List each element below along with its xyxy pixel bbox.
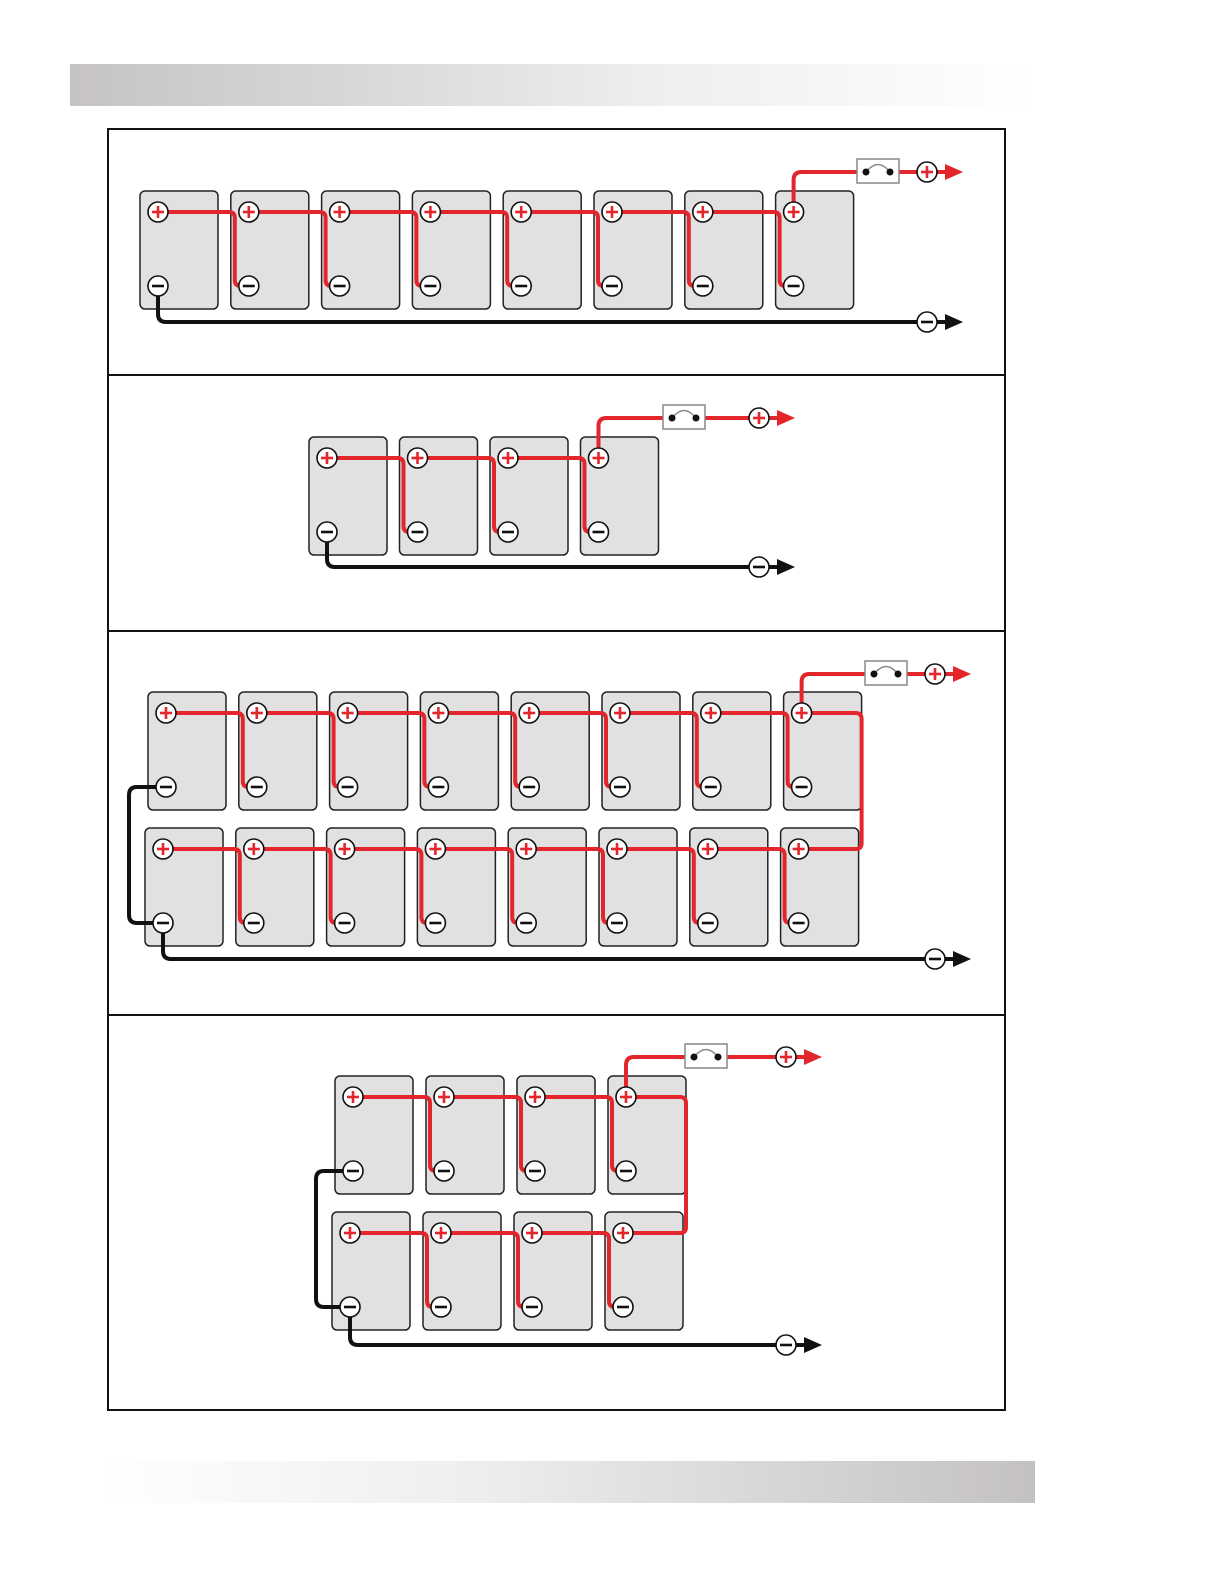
plus-terminal-icon xyxy=(428,703,448,723)
plus-terminal-icon xyxy=(607,839,627,859)
plus-terminal-icon xyxy=(701,703,721,723)
fuse-icon xyxy=(663,405,705,429)
arrow-right-icon xyxy=(777,559,795,575)
arrow-right-icon xyxy=(945,164,963,180)
minus-terminal-icon xyxy=(428,777,448,797)
plus-terminal-icon xyxy=(776,1047,796,1067)
minus-terminal-icon xyxy=(244,913,264,933)
minus-terminal-icon xyxy=(616,1161,636,1181)
minus-terminal-icon xyxy=(239,276,259,296)
minus-terminal-icon xyxy=(338,777,358,797)
minus-terminal-icon xyxy=(698,913,718,933)
minus-terminal-icon xyxy=(784,276,804,296)
minus-terminal-icon xyxy=(789,913,809,933)
minus-terminal-icon xyxy=(613,1297,633,1317)
minus-terminal-icon xyxy=(516,913,536,933)
plus-terminal-icon xyxy=(340,1223,360,1243)
minus-terminal-icon xyxy=(792,777,812,797)
minus-terminal-icon xyxy=(693,276,713,296)
minus-terminal-icon xyxy=(519,777,539,797)
plus-terminal-icon xyxy=(789,839,809,859)
minus-terminal-icon xyxy=(153,913,173,933)
minus-terminal-icon xyxy=(498,522,518,542)
minus-terminal-icon xyxy=(420,276,440,296)
plus-terminal-icon xyxy=(239,202,259,222)
plus-terminal-icon xyxy=(613,1223,633,1243)
plus-terminal-icon xyxy=(698,839,718,859)
plus-terminal-icon xyxy=(616,1087,636,1107)
arrow-right-icon xyxy=(945,314,963,330)
minus-terminal-icon xyxy=(701,777,721,797)
minus-terminal-icon xyxy=(335,913,355,933)
plus-terminal-icon xyxy=(589,448,609,468)
plus-terminal-icon xyxy=(917,162,937,182)
minus-terminal-icon xyxy=(425,913,445,933)
plus-terminal-icon xyxy=(425,839,445,859)
minus-terminal-icon xyxy=(343,1161,363,1181)
plus-terminal-icon xyxy=(602,202,622,222)
plus-terminal-icon xyxy=(335,839,355,859)
plus-terminal-icon xyxy=(431,1223,451,1243)
minus-terminal-icon xyxy=(917,312,937,332)
minus-terminal-icon xyxy=(340,1297,360,1317)
minus-terminal-icon xyxy=(749,557,769,577)
series-8-batteries xyxy=(140,159,963,332)
plus-terminal-icon xyxy=(317,448,337,468)
minus-terminal-icon xyxy=(317,522,337,542)
fuse-icon xyxy=(857,159,899,183)
minus-terminal-icon xyxy=(607,913,627,933)
plus-terminal-icon xyxy=(330,202,350,222)
minus-terminal-icon xyxy=(776,1335,796,1355)
minus-terminal-icon xyxy=(511,276,531,296)
fuse-icon xyxy=(685,1044,727,1068)
arrow-right-icon xyxy=(804,1337,822,1353)
plus-terminal-icon xyxy=(610,703,630,723)
minus-terminal-icon xyxy=(522,1297,542,1317)
minus-terminal-icon xyxy=(330,276,350,296)
plus-terminal-icon xyxy=(784,202,804,222)
minus-terminal-icon xyxy=(431,1297,451,1317)
plus-terminal-icon xyxy=(511,202,531,222)
plus-terminal-icon xyxy=(244,839,264,859)
plus-terminal-icon xyxy=(693,202,713,222)
plus-terminal-icon xyxy=(156,703,176,723)
minus-terminal-icon xyxy=(589,522,609,542)
minus-terminal-icon xyxy=(925,949,945,969)
minus-terminal-icon xyxy=(408,522,428,542)
minus-terminal-icon xyxy=(148,276,168,296)
minus-terminal-icon xyxy=(525,1161,545,1181)
arrow-right-icon xyxy=(953,951,971,967)
plus-terminal-icon xyxy=(408,448,428,468)
arrow-right-icon xyxy=(953,666,971,682)
minus-terminal-icon xyxy=(610,777,630,797)
minus-terminal-icon xyxy=(247,777,267,797)
plus-terminal-icon xyxy=(153,839,173,859)
plus-terminal-icon xyxy=(420,202,440,222)
plus-terminal-icon xyxy=(148,202,168,222)
arrow-right-icon xyxy=(804,1049,822,1065)
plus-terminal-icon xyxy=(516,839,536,859)
series-8-batteries-two-rows xyxy=(316,1044,822,1355)
plus-terminal-icon xyxy=(925,664,945,684)
plus-terminal-icon xyxy=(749,408,769,428)
minus-terminal-icon xyxy=(156,777,176,797)
plus-terminal-icon xyxy=(338,703,358,723)
plus-terminal-icon xyxy=(519,703,539,723)
fuse-icon xyxy=(865,661,907,685)
plus-terminal-icon xyxy=(792,703,812,723)
series-4-batteries xyxy=(309,405,795,577)
minus-terminal-icon xyxy=(602,276,622,296)
plus-terminal-icon xyxy=(525,1087,545,1107)
series-16-batteries-two-rows xyxy=(129,661,971,969)
plus-terminal-icon xyxy=(498,448,518,468)
minus-terminal-icon xyxy=(434,1161,454,1181)
plus-terminal-icon xyxy=(522,1223,542,1243)
plus-terminal-icon xyxy=(434,1087,454,1107)
plus-terminal-icon xyxy=(247,703,267,723)
arrow-right-icon xyxy=(777,410,795,426)
plus-terminal-icon xyxy=(343,1087,363,1107)
